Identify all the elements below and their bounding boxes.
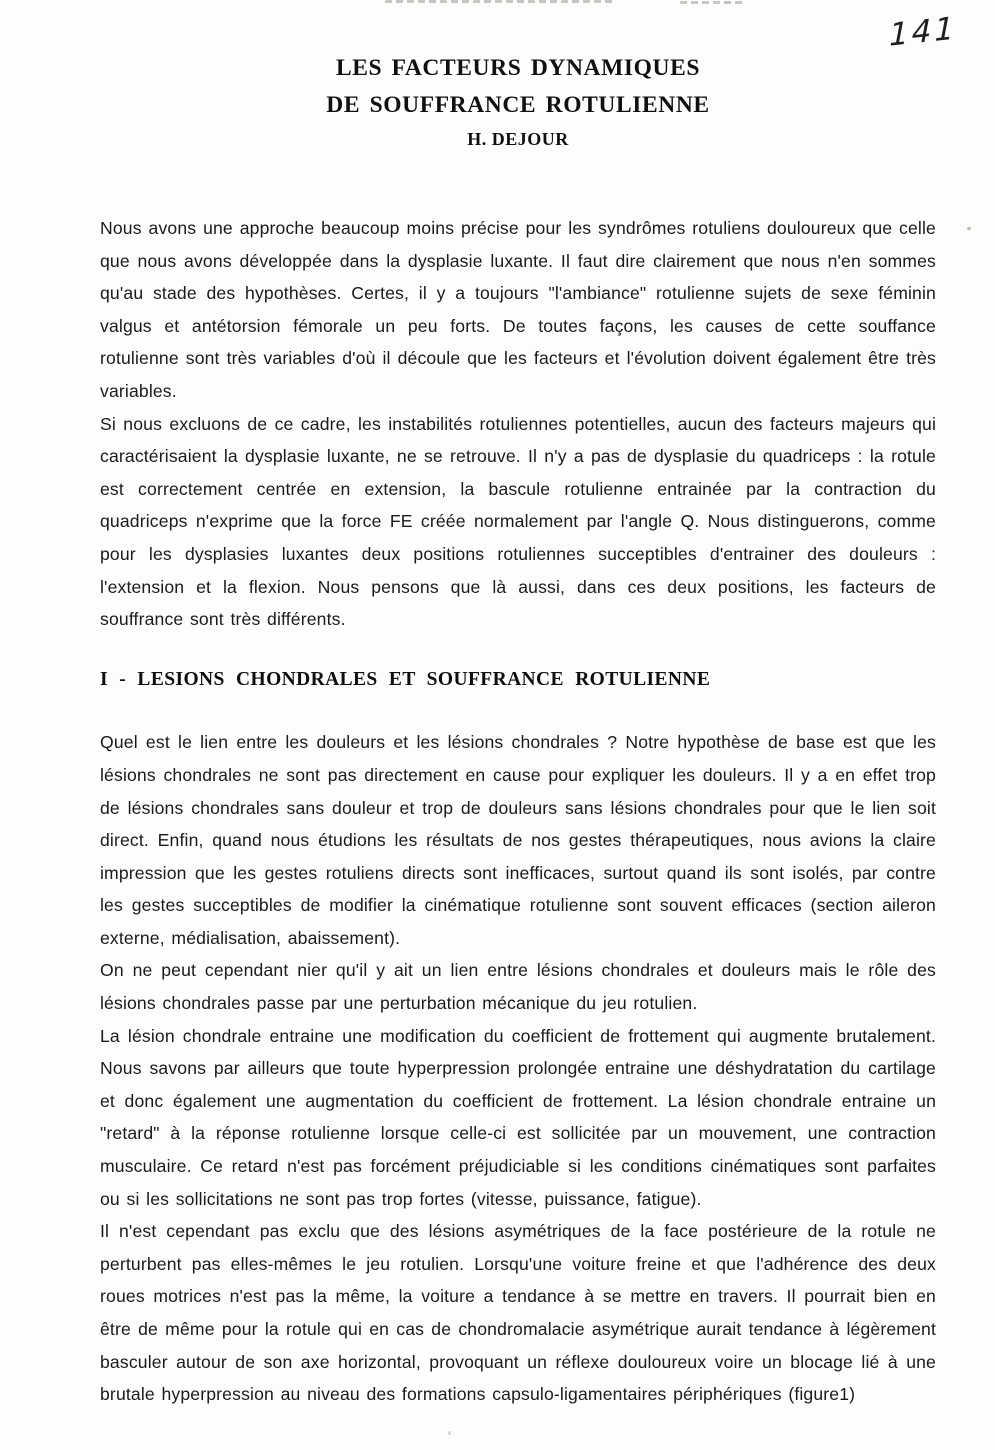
- section-paragraph: On ne peut cependant nier qu'il y ait un lien entre lésions chondrales et douleurs mais le rôle des lésions chondrales passe par une perturbation mécanique du jeu rotulien.: [100, 960, 936, 1014]
- section-paragraph: Il n'est cependant pas exclu que des lésions asymétriques de la face postérieure de la rotule ne perturbent pas elles-mêmes le jeu rotulien. Lorsqu'une voiture freine et que l'adhérence des deux roues motrices n'est pas la même, la voiture a tendance à se mettre en travers. Il pourrait bien en être de même pour la rotule qui en cas de chondromalacie asymétrique aurait tendance à légèrement basculer autour de son axe horizontal, provoquant un réflexe douloureux voire un blocage lié à une brutale hyperpression au niveau des formations capsulo-ligamentaires périphériques (figure1): [100, 1221, 936, 1405]
- intro-paragraph: Si nous excluons de ce cadre, les instabilités rotuliennes potentielles, aucun des facteurs majeurs qui caractérisaient la dysplasie luxante, ne se retrouve. Il n'y a pas de dysplasie du quadriceps : la rotule est correctement centrée en extension, la bascule rotulienne entrainée par la contraction du quadriceps n'exprime que la force FE créée normalement par l'angle Q. Nous distinguerons, comme pour les dysplasies luxantes deux positions rotuliennes succeptibles d'entrainer des douleurs : l'extension et la flexion. Nous pensons que là aussi, dans ces deux positions, les facteurs de souffrance sont très différents.: [100, 413, 936, 630]
- page-title-line-1: LES FACTEURS DYNAMIQUES: [335, 55, 701, 81]
- page-title-line-2: DE SOUFFRANCE ROTULIENNE: [326, 92, 710, 118]
- section-paragraph: Quel est le lien entre les douleurs et les lésions chondrales ? Notre hypothèse de base est que les lésions chondrales ne sont pas directement en cause pour expliquer les douleurs. Il y a en effet trop de lésions chondrales sans douleur et trop de douleurs sans lésions chondrales pour que le lien soit direct. Enfin, quand nous étudions les résultats de nos gestes thérapeutiques, nous avions la claire impression que les gestes rotuliens directs sont inefficaces, surtout quand ils sont isolés, par contre les gestes succeptibles de modifier la cinématique rotulienne sont souvent efficaces (section aileron externe, médialisation, abaissement).: [100, 732, 936, 948]
- section-paragraph: La lésion chondrale entraine une modification du coefficient de frottement qui augmente brutalement. Nous savons par ailleurs que toute hyperpression prolongée entraine une déshydratation du cartilage et donc également une augmentation du coefficient de frottement. La lésion chondrale entraine un "retard" à la réponse rotulienne lorsque celle-ci est sollicitée par un mouvement, une contraction musculaire. Ce retard n'est pas forcément préjudiciable si les conditions cinématiques sont parfaites ou si les sollicitations ne sont pas trop fortes (vitesse, puissance, fatigue).: [100, 1025, 936, 1209]
- intro-paragraph: Nous avons une approche beaucoup moins précise pour les syndrômes rotuliens douloureux que celle que nous avons développée dans la dysplasie luxante. Il faut dire clairement que nous n'en sommes qu'au stade des hypothèses. Certes, il y a toujours "l'ambiance" rotulienne sujets de sexe féminin valgus et antétorsion fémorale un peu forts. De toutes façons, les causes de cette souffance rotulienne sont très variables d'où il découle que les facteurs et l'évolution doivent également être très variables.: [100, 218, 936, 401]
- scan-speck: [448, 1431, 451, 1435]
- scan-speck: [967, 227, 971, 230]
- page-content: [100, 0, 936, 1411]
- body-text: [100, 212, 936, 1411]
- handwritten-page-number: 141: [889, 10, 957, 54]
- author-name: H. DEJOUR: [467, 129, 569, 149]
- section-heading: I - LESIONS CHONDRALES ET SOUFFRANCE ROTULIENNE: [100, 668, 711, 690]
- title-block: [100, 0, 936, 152]
